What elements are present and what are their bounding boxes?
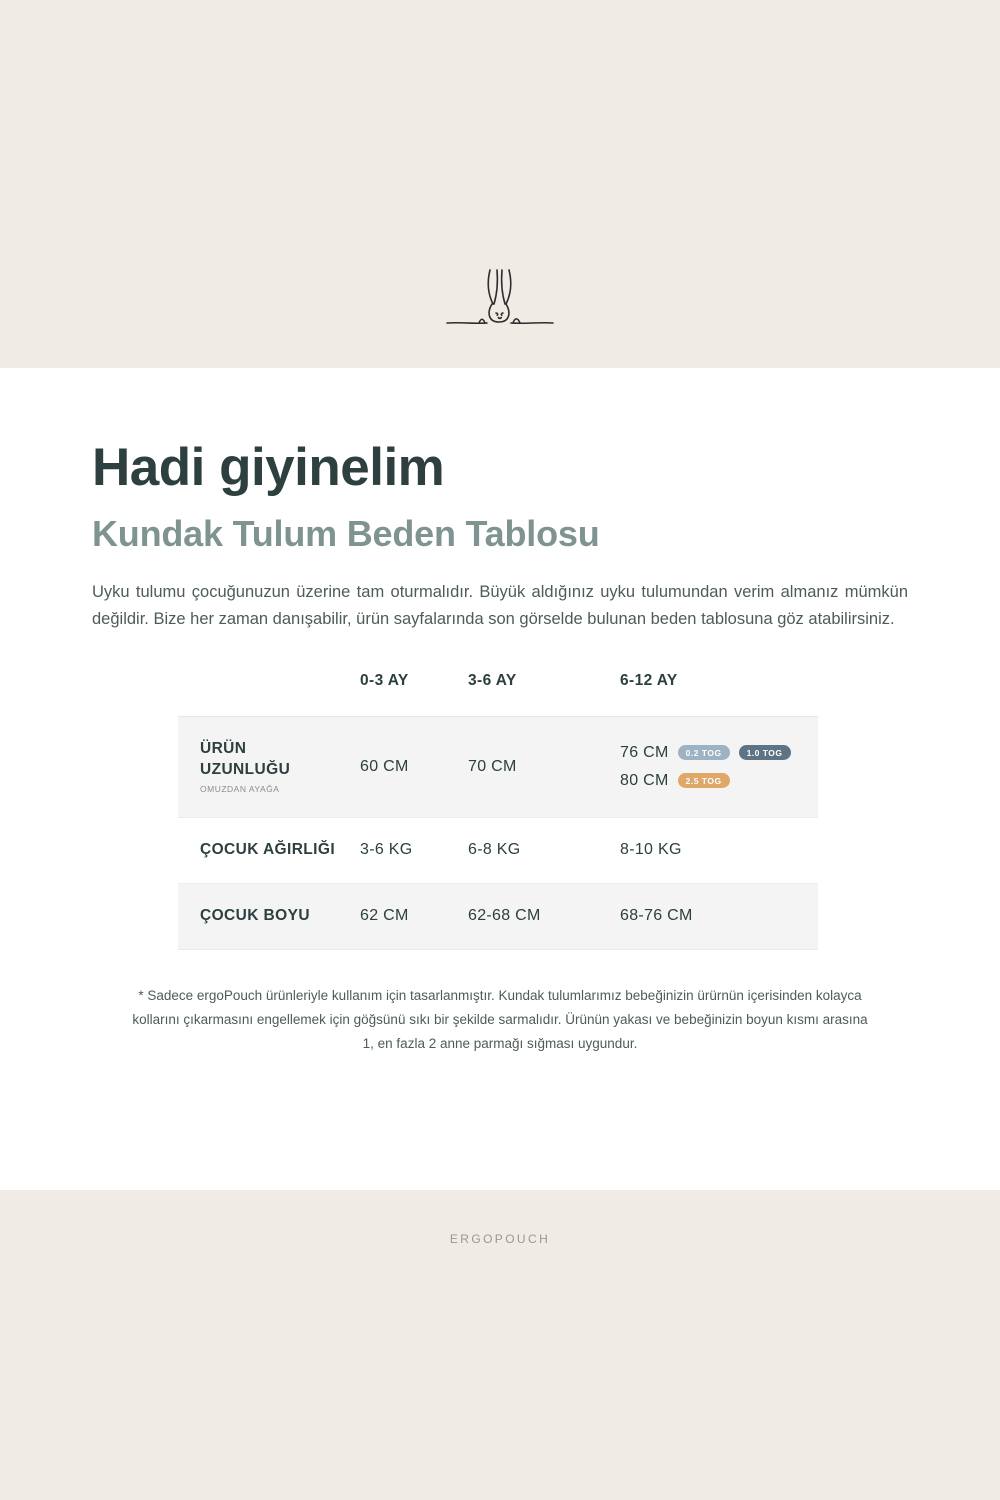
intro-paragraph: Uyku tulumu çocuğunuzun üzerine tam oturmalıdır. Büyük aldığınız uyku tulumundan verim almanız mümkün değildir. Bize her zaman danışabilir, ürün sayfalarında son görselde bulunan beden tablosuna göz atabilirsiniz. bbox=[92, 583, 908, 629]
tog-badge-0-2: 0.2 TOG bbox=[678, 745, 730, 760]
column-header-0-3: 0-3 AY bbox=[340, 672, 448, 717]
table-body bbox=[178, 716, 818, 949]
cell-weight-0-3: 3-6 KG bbox=[340, 817, 448, 883]
length-value-76: 76 CM bbox=[620, 743, 669, 761]
row-label-text: ÜRÜN UZUNLUĞU bbox=[200, 739, 291, 778]
footnote-text: * Sadece ergoPouch ürünleriyle kullanım için tasarlanmıştır. Kundak tulumlarımız bebeğinizin ürürnün içerisinden kolayca kollarını çıkarmasını engellemek için göğsünü sıkı bir şekilde sarmalıdır. Ürünün yakası ve bebeğinizin boyun kısmı arasına 1, en fazla 2 anne parmağı sığması uygundur. bbox=[132, 987, 868, 1052]
tog-badge-1-0: 1.0 TOG bbox=[739, 745, 791, 760]
length-value-80: 80 CM bbox=[620, 771, 669, 789]
row-label-child-height bbox=[178, 883, 340, 949]
tog-badge-2-5: 2.5 TOG bbox=[678, 773, 730, 788]
ergopouch-bunny-logo-icon bbox=[435, 260, 565, 350]
column-header-3-6: 3-6 AY bbox=[448, 672, 598, 717]
page-subtitle: Kundak Tulum Beden Tablosu bbox=[92, 512, 600, 554]
row-label-product-length bbox=[178, 716, 340, 817]
table-row bbox=[178, 883, 818, 949]
column-header-6-12: 6-12 AY bbox=[598, 672, 818, 717]
top-banner bbox=[0, 0, 1000, 368]
column-header-empty bbox=[178, 672, 340, 717]
cell-length-6-12 bbox=[598, 716, 818, 817]
size-chart-table bbox=[178, 672, 818, 950]
row-label-text: ÇOCUK AĞIRLIĞI bbox=[200, 840, 336, 858]
tog-line-76cm bbox=[620, 744, 818, 762]
content-card bbox=[0, 368, 1000, 1190]
row-label-child-weight bbox=[178, 817, 340, 883]
cell-length-0-3: 60 CM bbox=[340, 716, 448, 817]
row-sublabel-text: OMUZDAN AYAĞA bbox=[200, 783, 280, 794]
cell-height-3-6: 62-68 CM bbox=[448, 883, 598, 949]
cell-weight-6-12: 8-10 KG bbox=[598, 817, 818, 883]
page-title: Hadi giyinelim bbox=[92, 438, 445, 497]
table-header bbox=[178, 672, 818, 717]
cell-weight-3-6: 6-8 KG bbox=[448, 817, 598, 883]
table-row bbox=[178, 716, 818, 817]
table-header-row bbox=[178, 672, 818, 717]
table-row bbox=[178, 817, 818, 883]
cell-height-6-12: 68-76 CM bbox=[598, 883, 818, 949]
tog-line-80cm bbox=[620, 772, 818, 790]
cell-length-3-6: 70 CM bbox=[448, 716, 598, 817]
brand-wordmark: ERGOPOUCH bbox=[449, 1232, 551, 1246]
cell-height-0-3: 62 CM bbox=[340, 883, 448, 949]
bottom-band bbox=[0, 1190, 1000, 1500]
row-label-text: ÇOCUK BOYU bbox=[200, 906, 310, 924]
